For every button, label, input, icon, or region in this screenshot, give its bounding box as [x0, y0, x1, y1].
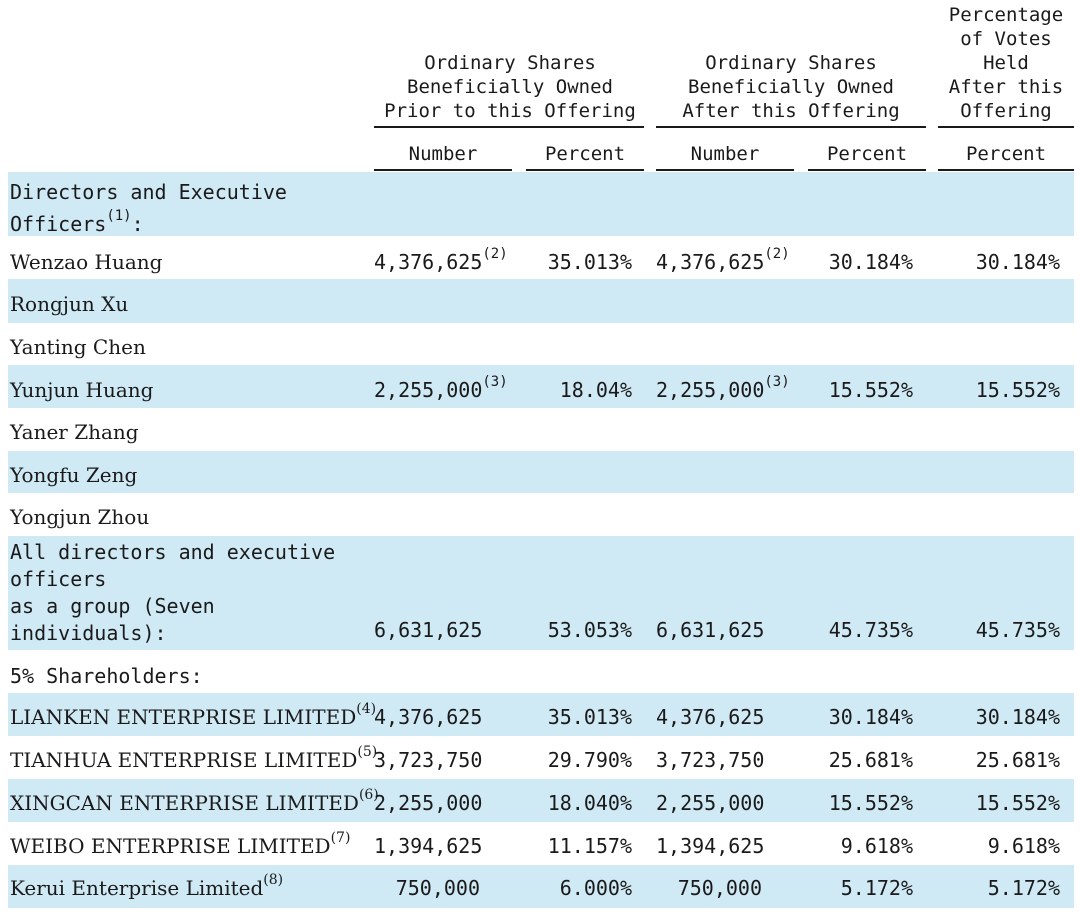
number-after-value: 1,394,625	[656, 834, 765, 858]
subheader-number-after: Number	[690, 143, 760, 165]
row-label	[10, 787, 379, 815]
percent-after	[829, 250, 913, 274]
percent-after-value: 9.618%	[840, 834, 913, 858]
number-after-footnote: (2)	[764, 246, 790, 263]
row-label-text: TIANHUA ENTERPRISE LIMITED	[10, 748, 358, 772]
row-label-text: Yongfu Zeng	[10, 463, 138, 487]
row-label-text: Wenzao Huang	[10, 250, 163, 274]
row-label	[10, 378, 153, 402]
percent-after-value: 45.735%	[828, 618, 913, 642]
percent-votes-value: 5.172%	[987, 876, 1060, 900]
number-after-value: 2,255,000	[656, 791, 765, 815]
table-row	[8, 779, 1074, 822]
subheader-percent-votes-underline	[938, 169, 1074, 171]
number-prior-value: 750,000	[395, 876, 480, 900]
row-label-text: WEIBO ENTERPRISE LIMITED	[10, 834, 331, 858]
table-row	[8, 822, 1074, 865]
subheader-number-after-underline	[656, 169, 794, 171]
table-row	[8, 279, 1074, 323]
table-row	[8, 172, 1074, 236]
percent-after	[829, 618, 913, 642]
row-label	[10, 250, 162, 274]
number-after	[656, 246, 790, 274]
row-label-text: XINGCAN ENTERPRISE LIMITED	[10, 791, 359, 815]
percent-after-value: 30.184%	[828, 250, 913, 274]
row-label-text: Rongjun Xu	[10, 292, 129, 316]
subheader-percent-prior-underline	[526, 169, 644, 171]
row-label	[10, 830, 351, 858]
subheader-number-prior-underline	[374, 169, 512, 171]
subheader-percent-after: Percent	[826, 143, 908, 165]
number-prior-footnote: (2)	[482, 246, 508, 263]
table-row	[8, 693, 1074, 736]
table-row	[8, 365, 1074, 408]
percent-after-value: 25.681%	[828, 748, 913, 772]
number-after	[656, 791, 764, 815]
number-prior	[374, 791, 482, 815]
number-after	[656, 748, 764, 772]
table-row	[8, 865, 1074, 908]
percent-after-value: 5.172%	[840, 876, 913, 900]
row-label-text: Yanting Chen	[10, 335, 146, 359]
row-label-text: Yunjun Huang	[10, 378, 154, 402]
percent-after-value: 30.184%	[828, 705, 913, 729]
row-label	[10, 505, 149, 529]
percent-votes	[988, 834, 1060, 858]
number-after	[656, 834, 764, 858]
number-prior-value: 1,394,625	[374, 834, 483, 858]
percent-prior-value: 53.053%	[547, 618, 632, 642]
row-label-footnote: (8)	[263, 872, 284, 889]
row-label	[10, 420, 139, 444]
percent-votes-value: 30.184%	[975, 705, 1060, 729]
table-row	[8, 408, 1074, 451]
number-prior	[396, 876, 480, 900]
number-after	[656, 374, 790, 402]
number-prior	[374, 374, 508, 402]
number-after	[656, 705, 764, 729]
number-after-value: 6,631,625	[656, 618, 765, 642]
number-after-value: 3,723,750	[656, 748, 765, 772]
percent-votes	[976, 791, 1060, 815]
number-prior	[374, 834, 482, 858]
percent-prior	[548, 748, 632, 772]
percent-prior	[548, 791, 632, 815]
row-label	[10, 664, 203, 688]
row-label-footnote: (7)	[330, 830, 351, 847]
subheader-percent-after-underline	[808, 169, 926, 171]
percent-prior-value: 11.157%	[547, 834, 632, 858]
percent-after	[841, 834, 913, 858]
row-label	[10, 701, 377, 729]
percent-votes	[976, 705, 1060, 729]
number-prior	[374, 246, 508, 274]
table-row	[8, 493, 1074, 536]
percent-after-value: 15.552%	[828, 791, 913, 815]
header-prior-offering: Ordinary Shares Beneficially Owned Prior to this Offering	[384, 52, 636, 122]
number-after-footnote: (3)	[764, 374, 790, 391]
percent-prior	[548, 250, 632, 274]
row-label-footnote: (6)	[358, 787, 379, 804]
row-label-footnote: (4)	[356, 701, 377, 718]
number-after-value: 4,376,625	[656, 705, 765, 729]
table-row	[8, 650, 1074, 693]
number-after-value: 750,000	[677, 876, 762, 900]
subheader-percent-votes: Percent	[965, 143, 1047, 165]
row-label-text: Yaner Zhang	[10, 420, 139, 444]
row-label	[10, 539, 335, 647]
header-votes-underline	[938, 126, 1074, 128]
row-label-text: Directors and Executive Officers	[10, 180, 287, 236]
percent-votes-value: 15.552%	[975, 791, 1060, 815]
percent-prior-value: 6.000%	[559, 876, 632, 900]
number-prior-value: 4,376,625	[374, 705, 483, 729]
row-label-suffix: :	[131, 212, 144, 236]
percent-after-value: 15.552%	[828, 378, 913, 402]
number-after-value: 4,376,625	[656, 250, 765, 274]
table-row	[8, 451, 1074, 493]
number-prior-value: 6,631,625	[374, 618, 483, 642]
percent-votes-value: 30.184%	[975, 250, 1060, 274]
header-after-offering: Ordinary Shares Beneficially Owned After this Offering	[682, 52, 900, 122]
percent-votes-value: 9.618%	[987, 834, 1060, 858]
number-prior-footnote: (3)	[482, 374, 508, 391]
table-row	[8, 323, 1074, 365]
number-after	[656, 618, 764, 642]
percent-after	[829, 378, 913, 402]
percent-prior-value: 35.013%	[547, 250, 632, 274]
percent-prior	[548, 705, 632, 729]
subheader-number-prior: Number	[408, 143, 478, 165]
row-label	[10, 176, 287, 240]
number-prior	[374, 748, 482, 772]
percent-prior	[548, 618, 632, 642]
percent-after	[841, 876, 913, 900]
percent-prior	[560, 876, 632, 900]
table-row	[8, 236, 1074, 279]
number-after-value: 2,255,000	[656, 378, 765, 402]
percent-prior-value: 35.013%	[547, 705, 632, 729]
row-label-text: LIANKEN ENTERPRISE LIMITED	[10, 705, 357, 729]
row-label	[10, 292, 128, 316]
percent-prior-value: 18.04%	[559, 378, 632, 402]
row-label-text: 5% Shareholders:	[10, 664, 203, 688]
subheader-percent-prior: Percent	[544, 143, 626, 165]
header-prior-underline	[374, 126, 644, 128]
percent-after	[829, 705, 913, 729]
percent-votes	[976, 250, 1060, 274]
number-prior-value: 2,255,000	[374, 378, 483, 402]
percent-prior	[548, 834, 632, 858]
percent-votes	[976, 378, 1060, 402]
row-label-text: Kerui Enterprise Limited	[10, 876, 264, 900]
number-after	[678, 876, 762, 900]
percent-votes-value: 45.735%	[975, 618, 1060, 642]
row-label	[10, 744, 378, 772]
percent-votes	[976, 618, 1060, 642]
percent-prior-value: 18.040%	[547, 791, 632, 815]
number-prior	[374, 618, 482, 642]
number-prior	[374, 705, 482, 729]
percent-prior-value: 29.790%	[547, 748, 632, 772]
percent-prior	[560, 378, 632, 402]
row-label-footnote: (5)	[357, 744, 378, 761]
number-prior-value: 4,376,625	[374, 250, 483, 274]
row-label-footnote: (1)	[106, 208, 132, 225]
row-label-text: All directors and executive officers as a group (Seven individuals):	[10, 540, 336, 645]
percent-votes	[976, 748, 1060, 772]
percent-votes-value: 15.552%	[975, 378, 1060, 402]
row-label	[10, 463, 137, 487]
percent-votes-value: 25.681%	[975, 748, 1060, 772]
header-after-underline	[656, 126, 926, 128]
header-votes-after-offering: Percentage of Votes Held After this Offering	[948, 4, 1064, 122]
number-prior-value: 2,255,000	[374, 791, 483, 815]
table-row	[8, 536, 1074, 650]
percent-after	[829, 791, 913, 815]
row-label-text: Yongjun Zhou	[10, 505, 150, 529]
percent-votes	[988, 876, 1060, 900]
number-prior-value: 3,723,750	[374, 748, 483, 772]
table-row	[8, 736, 1074, 779]
row-label	[10, 335, 146, 359]
percent-after	[829, 748, 913, 772]
row-label	[10, 872, 284, 900]
